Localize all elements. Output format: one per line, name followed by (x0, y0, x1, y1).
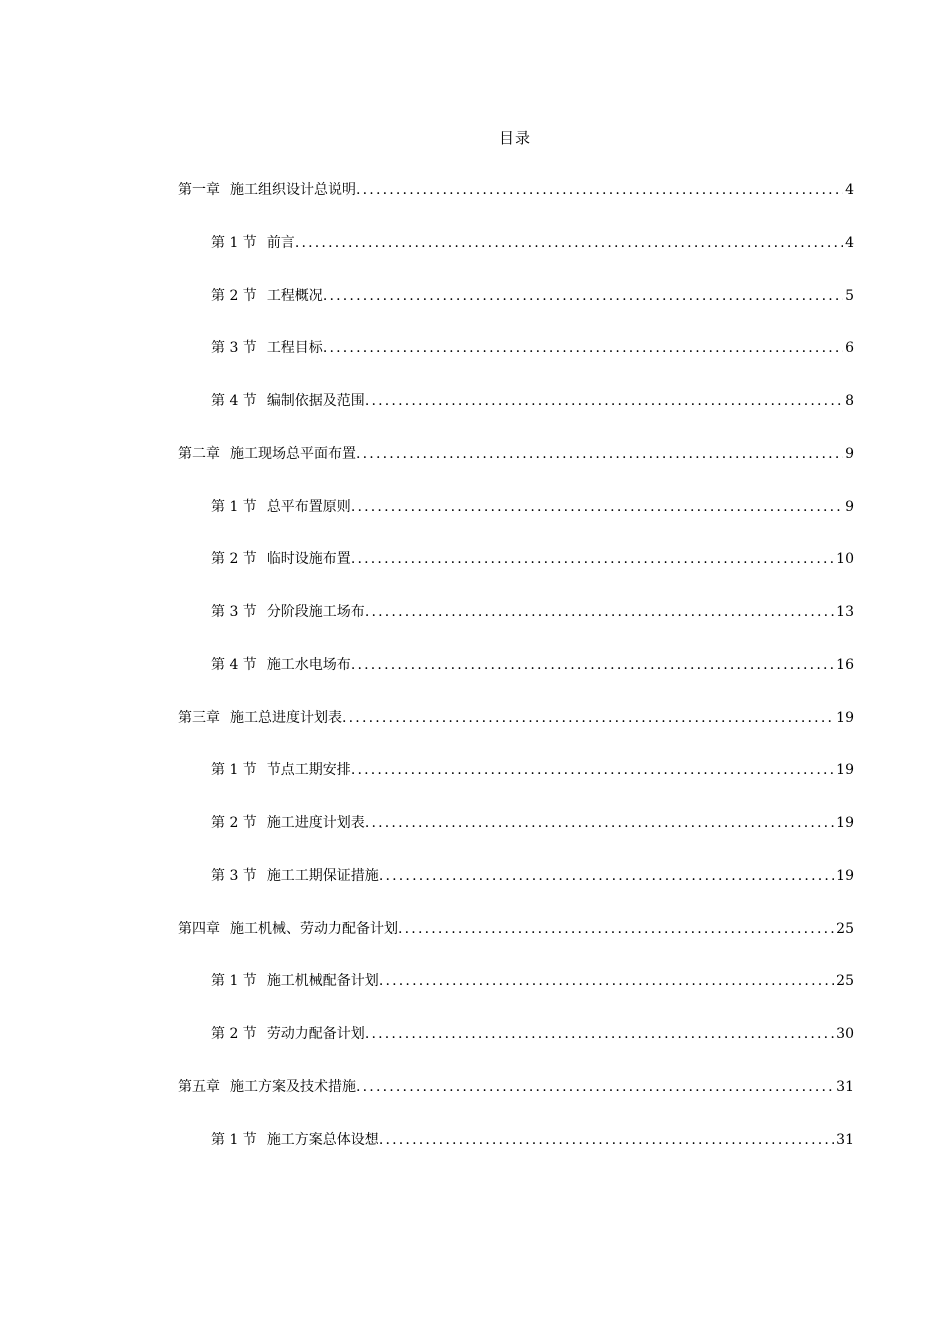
toc-entry-page-number: 19 (836, 762, 854, 779)
toc-list (178, 170, 854, 1172)
toc-entry[interactable] (178, 170, 854, 223)
toc-entry-title: 施工机械配备计划 (266, 973, 379, 990)
toc-entry-page-number: 6 (845, 340, 854, 357)
toc-entry-title: 节点工期安排 (266, 762, 351, 779)
toc-entry-title: 工程概况 (266, 287, 323, 304)
toc-entry-page-number: 5 (845, 287, 854, 304)
toc-entry-leader-dots (356, 1067, 834, 1107)
toc-entry-leader-dots (398, 909, 834, 949)
toc-entry-leader-dots (351, 645, 834, 685)
toc-entry-page-number: 19 (836, 815, 854, 831)
toc-entry[interactable] (178, 434, 854, 487)
toc-entry-page-number: 25 (836, 920, 854, 937)
toc-entry-number: 第 4 节 (211, 393, 257, 409)
toc-entry-leader-dots (356, 434, 843, 474)
toc-entry-page-number: 25 (836, 973, 854, 990)
toc-entry-number: 第 1 节 (211, 234, 257, 251)
toc-entry[interactable] (178, 223, 854, 276)
toc-entry[interactable] (178, 698, 854, 751)
toc-entry-page-number: 13 (836, 604, 854, 620)
toc-entry[interactable] (178, 381, 854, 434)
toc-entry-title: 施工方案及技术措施 (230, 1078, 356, 1095)
toc-entry-label (178, 698, 342, 738)
toc-entry-leader-dots (351, 487, 843, 527)
toc-entry-leader-dots (342, 698, 834, 738)
toc-entry-label (178, 170, 356, 210)
toc-entry-page-number: 30 (836, 1026, 854, 1042)
toc-entry[interactable] (178, 1014, 854, 1067)
toc-entry-leader-dots (379, 961, 834, 1001)
toc-entry-label (178, 434, 356, 474)
toc-entry-label (211, 223, 295, 263)
toc-entry-leader-dots (323, 328, 843, 368)
toc-entry-title: 施工现场总平面布置 (230, 445, 356, 462)
toc-entry-title: 施工机械、劳动力配备计划 (230, 920, 398, 937)
toc-entry[interactable] (178, 539, 854, 592)
toc-entry-label (211, 592, 365, 632)
toc-entry-page-number: 31 (836, 1131, 854, 1148)
toc-entry-label (211, 645, 351, 685)
toc-entry[interactable] (178, 487, 854, 540)
toc-entry-title: 施工方案总体设想 (266, 1131, 379, 1148)
toc-entry-title: 施工总进度计划表 (230, 709, 342, 726)
toc-entry-title: 编制依据及范围 (266, 393, 365, 409)
toc-entry-page-number: 10 (836, 551, 854, 568)
toc-entry[interactable] (178, 856, 854, 909)
toc-entry-number: 第 2 节 (211, 287, 257, 304)
toc-entry-page-number: 4 (845, 182, 854, 198)
toc-entry-page-number: 19 (836, 709, 854, 726)
toc-entry-number: 第 1 节 (211, 973, 257, 990)
toc-entry-number: 第三章 (178, 709, 220, 726)
toc-entry[interactable] (178, 750, 854, 803)
toc-entry[interactable] (178, 803, 854, 856)
toc-entry-number: 第 1 节 (211, 1131, 257, 1148)
toc-entry-label (211, 381, 365, 421)
toc-entry-label (211, 1120, 379, 1160)
toc-entry-label (211, 961, 379, 1001)
toc-entry-page-number: 9 (845, 498, 854, 515)
toc-entry-label (211, 328, 323, 368)
toc-entry-number: 第二章 (178, 445, 220, 462)
toc-entry-label (211, 276, 323, 316)
toc-entry-page-number: 16 (836, 656, 854, 673)
toc-entry-number: 第 3 节 (211, 604, 257, 620)
toc-entry-leader-dots (365, 592, 834, 632)
toc-entry-number: 第 3 节 (211, 867, 257, 884)
toc-entry-leader-dots (365, 803, 834, 843)
toc-entry-leader-dots (351, 750, 834, 790)
toc-entry-label (211, 487, 351, 527)
toc-entry-number: 第 3 节 (211, 340, 257, 357)
toc-entry-leader-dots (379, 856, 834, 896)
toc-entry-title: 劳动力配备计划 (266, 1026, 365, 1042)
toc-entry-leader-dots (295, 223, 843, 263)
toc-entry-number: 第 2 节 (211, 815, 257, 831)
toc-entry-label (211, 856, 379, 896)
toc-entry-page-number: 31 (836, 1078, 854, 1095)
toc-entry-number: 第一章 (178, 182, 220, 198)
toc-entry-leader-dots (365, 1014, 834, 1054)
toc-entry-label (178, 909, 398, 949)
toc-entry-page-number: 8 (845, 393, 854, 409)
toc-entry-title: 临时设施布置 (266, 551, 351, 568)
toc-entry[interactable] (178, 961, 854, 1014)
toc-entry-title: 施工组织设计总说明 (230, 182, 356, 198)
toc-entry-page-number: 9 (845, 445, 854, 462)
toc-entry-title: 总平布置原则 (266, 498, 351, 515)
toc-entry-leader-dots (351, 539, 834, 579)
toc-entry-leader-dots (365, 381, 843, 421)
toc-entry[interactable] (178, 909, 854, 962)
toc-entry[interactable] (178, 1120, 854, 1173)
toc-entry-leader-dots (323, 276, 843, 316)
toc-entry-number: 第四章 (178, 920, 220, 937)
toc-entry-page-number: 4 (845, 234, 854, 251)
toc-entry[interactable] (178, 276, 854, 329)
toc-entry-number: 第五章 (178, 1078, 220, 1095)
toc-entry-title: 施工进度计划表 (266, 815, 365, 831)
toc-entry-label (211, 539, 351, 579)
toc-entry-label (211, 1014, 365, 1054)
toc-title: 目录 (498, 129, 531, 147)
toc-entry[interactable] (178, 1067, 854, 1120)
toc-entry-leader-dots (356, 170, 843, 210)
toc-entry-label (211, 803, 365, 843)
toc-entry-number: 第 1 节 (211, 498, 257, 515)
toc-entry-title: 施工工期保证措施 (266, 867, 379, 884)
toc-entry-page-number: 19 (836, 867, 854, 884)
toc-entry-number: 第 2 节 (211, 1026, 257, 1042)
toc-entry-label (178, 1067, 356, 1107)
toc-entry-number: 第 4 节 (211, 656, 257, 673)
toc-entry-title: 施工水电场布 (266, 656, 351, 673)
toc-entry-label (211, 750, 351, 790)
toc-entry-title: 前言 (266, 234, 295, 251)
toc-entry-title: 分阶段施工场布 (266, 604, 365, 620)
toc-entry-number: 第 2 节 (211, 551, 257, 568)
toc-entry[interactable] (178, 645, 854, 698)
toc-entry-title: 工程目标 (266, 340, 323, 357)
toc-entry-leader-dots (379, 1120, 834, 1160)
toc-entry-number: 第 1 节 (211, 762, 257, 779)
toc-entry[interactable] (178, 592, 854, 645)
toc-entry[interactable] (178, 328, 854, 381)
